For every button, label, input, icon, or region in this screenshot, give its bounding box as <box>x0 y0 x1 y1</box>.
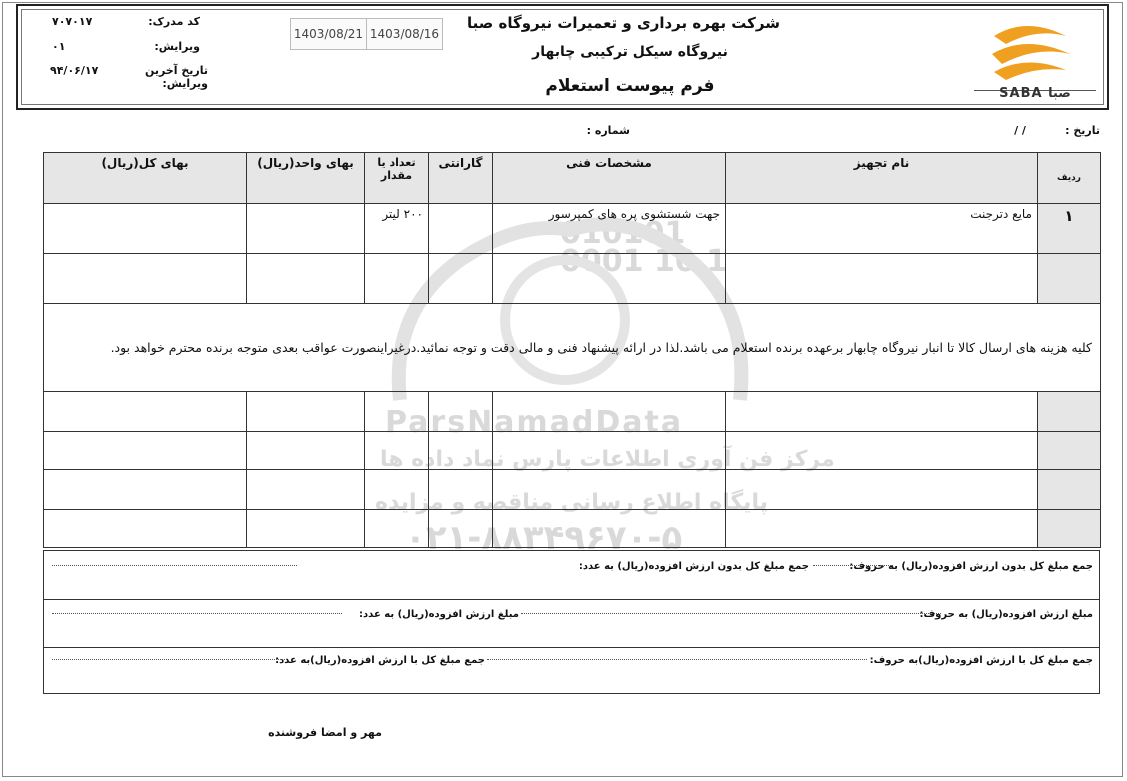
last-revision-value: ۹۴/۰۶/۱۷ <box>50 64 99 77</box>
col-header-warranty: گارانتی <box>429 153 493 204</box>
vat-digits-label: مبلغ ارزش افزوده(ریال) به عدد: <box>359 609 519 620</box>
col-header-total-price: بهای کل(ریال) <box>44 153 247 204</box>
row-number: ۱ <box>1038 204 1101 254</box>
col-header-row: ردیف <box>1038 153 1101 204</box>
col-header-item: نام تجهیز <box>726 153 1038 204</box>
grand-digits-label: جمع مبلغ کل با ارزش افزوده(ریال)به عدد: <box>275 655 485 666</box>
logo-text: SABA صبا <box>999 86 1071 101</box>
item-unit-price[interactable] <box>247 204 365 254</box>
watermark-brand: ParsNamadData <box>385 405 684 440</box>
table-row <box>44 204 1101 254</box>
table-row <box>44 470 1101 510</box>
number-label: شماره : <box>586 124 630 137</box>
watermark-digits: 010101 0001 10 1 <box>560 216 728 279</box>
total-digits-label: جمع مبلغ کل بدون ارزش افزوده(ریال) به عدد: <box>578 561 809 572</box>
table-row <box>44 254 1101 304</box>
vat-words-label: مبلغ ارزش افزوده(ریال) به حروف: <box>919 609 1093 620</box>
item-name: مایع دترجنت <box>726 204 1038 254</box>
item-total-price[interactable] <box>44 204 247 254</box>
total-words-field[interactable] <box>813 565 893 566</box>
total-words-label: جمع مبلغ کل بدون ارزش افزوده(ریال) به حروف: <box>849 561 1093 572</box>
revision-value: ۰۱ <box>52 40 66 53</box>
grand-words-label: جمع مبلغ کل با ارزش افزوده(ریال)به حروف: <box>869 655 1093 666</box>
col-header-qty: تعداد یا مقدار <box>365 153 429 204</box>
plant-name: نیروگاه سیکل ترکیبی چابهار <box>532 44 728 60</box>
date-slashes: / / <box>1014 124 1026 137</box>
watermark-line2: پایگاه اطلاع رسانی مناقصه و مزایده <box>375 490 768 515</box>
delivery-note: کلیه هزینه های ارسال کالا تا انبار نیروگاه چابهار برعهده برنده استعلام می باشد.لذا در ارائه پیشنهاد فنی و مالی دقت و توجه نمائید.درغیراینصورت عواقب بعدی متوجه برنده محترم خواهد بود. <box>44 304 1101 392</box>
form-title: فرم پیوست استعلام <box>545 76 715 96</box>
col-header-spec: مشخصات فنی <box>493 153 726 204</box>
item-warranty <box>429 204 493 254</box>
saba-logo <box>966 14 1101 104</box>
date-box-1: 1403/08/16 <box>366 18 443 50</box>
item-spec: جهت شستشوی پره های کمپرسور <box>493 204 726 254</box>
table-row <box>44 392 1101 432</box>
last-revision-label: تاریخ آخرین ویرایش: <box>144 64 208 90</box>
watermark-line1: مرکز فن آوری اطلاعات پارس نماد داده ها <box>380 447 835 472</box>
grand-words-field[interactable] <box>487 659 867 660</box>
company-name: شرکت بهره برداری و تعمیرات نیروگاه صبا <box>467 14 780 32</box>
watermark-phone: ۰۲۱-۸۸۳۴۹۶۷۰-۵ <box>405 518 683 558</box>
vat-words-field[interactable] <box>521 613 941 614</box>
col-header-unit-price: بهای واحد(ریال) <box>247 153 365 204</box>
grand-digits-field[interactable] <box>52 659 287 660</box>
items-table <box>43 152 1101 548</box>
total-digits-field[interactable] <box>52 565 297 566</box>
table-row <box>44 510 1101 548</box>
doc-code-value: ۷۰۷۰۱۷ <box>52 15 93 28</box>
seller-signature-label: مهر و امضا فروشنده <box>268 726 382 739</box>
date-box-2: 1403/08/21 <box>290 18 367 50</box>
item-qty: ۲۰۰ لیتر <box>365 204 429 254</box>
vat-digits-field[interactable] <box>52 613 342 614</box>
doc-code-label: کد مدرک: <box>148 15 200 28</box>
totals-box <box>43 550 1100 694</box>
table-row <box>44 432 1101 470</box>
revision-label: ویرایش: <box>154 40 200 53</box>
date-label: تاریخ : <box>1065 124 1100 137</box>
